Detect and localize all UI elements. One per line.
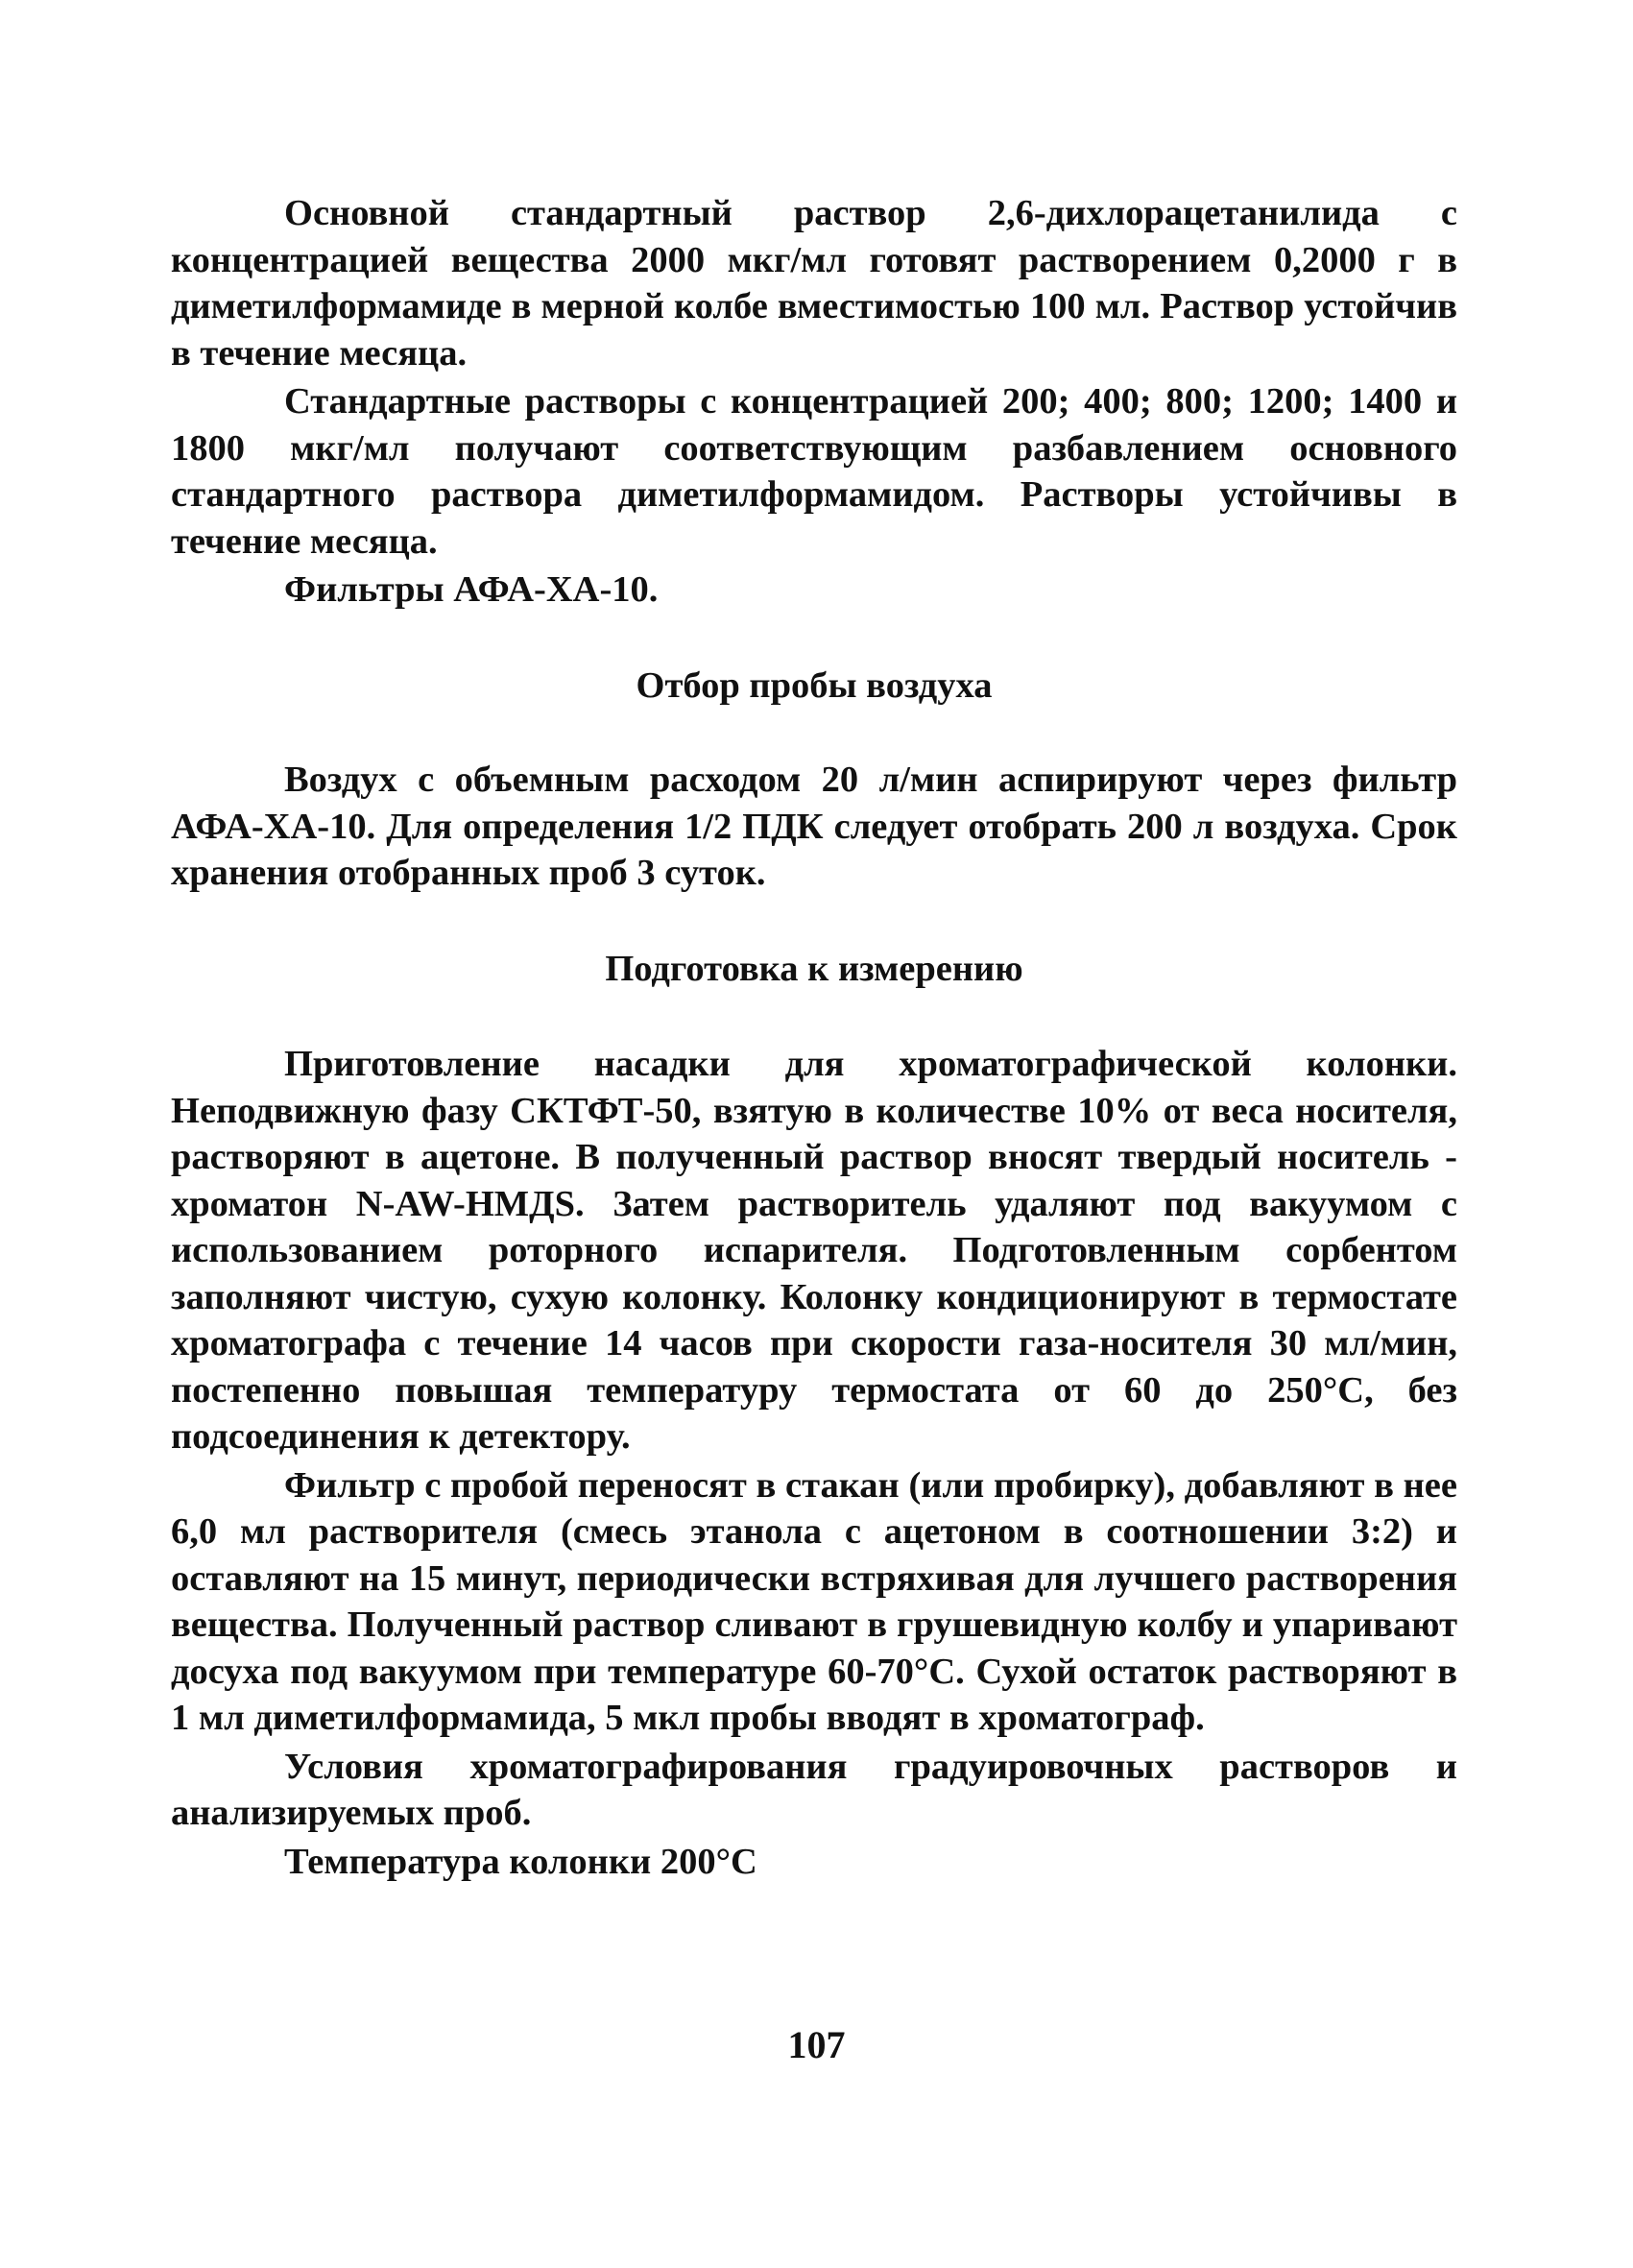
page-number: 107: [787, 2023, 846, 2066]
heading-air-sampling: Отбор пробы воздуха: [636, 664, 993, 706]
paragraph-column-packing: Приготовление насадки для хроматографической колонки. Неподвижную фазу СКТФТ-50, взятую в количестве 10% от веса носителя, растворяют в ацетоне. В полученный раствор вносят твердый носитель - хроматон N-AW-HMДS. Затем растворитель удаляют под вакуумом с использованием роторного испарителя. Подготовленным сорбентом заполняют чистую, сухую колонку. Колонку кондиционируют в термостате хроматографа с течение 14 часов при скорости газа-носителя 30 мл/мин, постепенно повышая температуру термостата от 60 до 250°С, без подсоединения к детектору.: [171, 1044, 1457, 1457]
paragraph-filters: Фильтры АФА-ХА-10.: [284, 569, 659, 610]
paragraph-standard-solutions: Стандартные растворы с концентрацией 200; 400; 800; 1200; 1400 и 1800 мкг/мл получают соответствующим разбавлением основного стандартного раствора диметилформамидом. Растворы устойчивы в течение месяца.: [171, 381, 1457, 562]
paragraph-air-sampling: Воздух с объемным расходом 20 л/мин аспирируют через фильтр АФА-ХА-10. Для определения 1/2 ПДК следует отобрать 200 л воздуха. Срок хранения отобранных проб 3 суток.: [171, 760, 1457, 893]
paragraph-stock-solution: Основной стандартный раствор 2,6-дихлорацетанилида с концентрацией вещества 2000 мкг/мл готовят растворением 0,2000 г в диметилформамиде в мерной колбе вместимостью 100 мл. Раствор устойчив в течение месяца.: [171, 193, 1457, 374]
paragraph-sample-prep: Фильтр с пробой переносят в стакан (или пробирку), добавляют в нее 6,0 мл растворителя (смесь этанола с ацетоном в соотношении 3:2) и оставляют на 15 минут, периодически встряхивая для лучшего растворения вещества. Полученный раствор сливают в грушевидную колбу и упаривают досуха под вакуумом при температуре 60-70°С. Сухой остаток растворяют в 1 мл диметилформамида, 5 мкл пробы вводят в хроматограф.: [171, 1464, 1457, 1738]
document-body: [171, 190, 1457, 1885]
paragraph-column-temp: Температура колонки 200°С: [284, 1841, 757, 1882]
paragraph-conditions: Условия хроматографирования градуировочных растворов и анализируемых проб.: [171, 1746, 1457, 1833]
heading-measurement-prep: Подготовка к измерению: [605, 948, 1023, 989]
